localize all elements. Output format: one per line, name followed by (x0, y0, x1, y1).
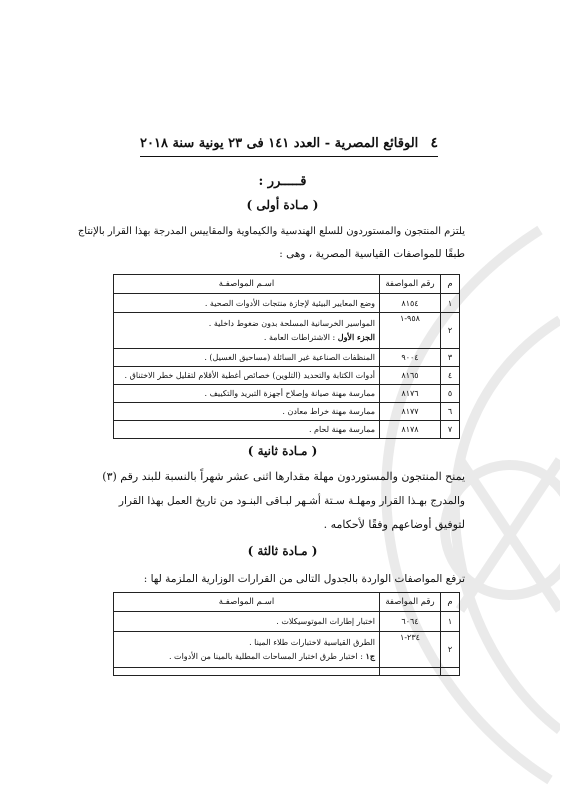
article-1-text (77, 224, 465, 262)
row-part (118, 332, 375, 342)
table-header-row (114, 275, 460, 294)
row-spec-name: ممارسة مهنة لحام . (114, 421, 380, 439)
row-spec-number: ٨١٧٦ (380, 385, 441, 403)
header-serial: م (441, 593, 460, 612)
row-spec-name: وضع المعايير البيئية لإجازة منتجات الأدوات الصحية . (114, 294, 380, 313)
article-1-line-2: طبقًا للمواصفات القياسية المصرية ، وهى : (279, 248, 465, 260)
row-serial: ٣ (441, 349, 460, 367)
header-spec-name: اسـم المواصفـة (114, 275, 380, 294)
table-row (114, 403, 460, 421)
row-part (118, 651, 375, 661)
row-serial (441, 668, 460, 676)
table-header-row (114, 593, 460, 612)
row-serial: ٢ (441, 313, 460, 349)
row-spec-number: ٨١٥٤ (380, 294, 441, 313)
article-1-line-1: يلتزم المنتجون والمستوردون للسلع الهندسية والكيماوية والمقاييس المدرجة بهذا القرار بالإنتاج (77, 226, 465, 237)
header-spec-number: رقم المواصفة (380, 593, 441, 612)
article-3-title: ( مـادة ثالثة ) (247, 544, 318, 558)
row-spec-number: ٦٠٦٤ (380, 612, 441, 632)
row-spec-number: ٨١٧٧ (380, 403, 441, 421)
row-serial: ١ (441, 294, 460, 313)
running-title: الوقائع المصرية - العدد ١٤١ فى ٢٣ يونية سنة ٢٠١٨ (140, 135, 419, 151)
table-row (114, 313, 460, 349)
table-row (114, 612, 460, 632)
header-rule (140, 156, 438, 157)
article-2-title: ( مـادة ثانية ) (247, 444, 318, 458)
running-header (140, 132, 438, 154)
article-2-text (100, 465, 465, 537)
row-serial: ٧ (441, 421, 460, 439)
standards-table-1 (113, 274, 460, 439)
standards-table-2 (113, 592, 460, 676)
row-part-text: : الاشتراطات العامة . (263, 333, 336, 342)
table-row (114, 632, 460, 668)
row-spec-name: ممارسة مهنة صيانة وإصلاح أجهزة التبريد والتكييف . (114, 385, 380, 403)
header-spec-number: رقم المواصفة (380, 275, 441, 294)
article-3-text (100, 571, 465, 587)
row-spec-name (114, 668, 380, 676)
row-spec-number: ٩٠٠٤ (380, 349, 441, 367)
row-spec-number: ٢٣٤-١ (380, 632, 441, 668)
row-spec-name: أدوات الكتابة والتحديد (التلوين) خصائص أغطية الأقلام لتقليل خطر الاختناق . (114, 367, 380, 385)
row-spec-name-cell (114, 313, 380, 349)
page-number: ٤ (430, 135, 438, 151)
header-serial: م (441, 275, 460, 294)
row-serial: ١ (441, 612, 460, 632)
row-serial: ٢ (441, 632, 460, 668)
table-row (114, 367, 460, 385)
row-spec-number: ٨١٧٨ (380, 421, 441, 439)
row-spec-number (380, 668, 441, 676)
table-row (114, 349, 460, 367)
row-serial: ٥ (441, 385, 460, 403)
article-2-line-1: يمنح المنتجون والمستوردون مهلة مقدارها اثنى عشر شهراً بالنسبة للبند رقم (٣) (102, 470, 465, 483)
table-row (114, 385, 460, 403)
decision-heading: قـــــرر : (258, 174, 307, 189)
table-row (114, 294, 460, 313)
table-row (114, 421, 460, 439)
article-2-line-2: والمدرج بهـذا القرار ومهلـة سـتة أشـهر لبـاقى البنـود من تاريخ العمل بهذا القرار (118, 495, 465, 507)
article-3-line-1: ترفع المواصفات الواردة بالجدول التالى من القرارات الوزارية الملزمة لها : (143, 573, 465, 585)
row-spec-number: ٩٥٨-١ (380, 313, 441, 349)
row-spec-name-cell (114, 632, 380, 668)
row-spec-name: الطرق القياسية لاختبارات طلاء المينا . (249, 638, 375, 647)
row-part-text: : اختبار طرق اختبار المساحات المطلية بالمينا من الأدوات . (168, 652, 363, 661)
row-part-label: الجزء الأول (337, 332, 375, 342)
row-serial: ٦ (441, 403, 460, 421)
header-spec-name: اسـم المواصفـة (114, 593, 380, 612)
row-spec-name: اختبار إطارات الموتوسيكلات . (114, 612, 380, 632)
row-spec-name: المنظفات الصناعية غير السائلة (مساحيق الغسيل) . (114, 349, 380, 367)
row-spec-number: ٨١٦٥ (380, 367, 441, 385)
article-1-title: ( مـادة أولى ) (246, 198, 319, 212)
row-spec-name: ممارسة مهنة خراط معادن . (114, 403, 380, 421)
row-serial: ٤ (441, 367, 460, 385)
row-part-label: ج١ (365, 651, 375, 661)
row-spec-name: المواسير الخرسانية المسلحة بدون ضغوط داخلية . (208, 319, 375, 328)
article-2-line-3: لتوفيق أوضاعهم وفقًا لأحكامه . (323, 518, 465, 531)
table-row-continuation (114, 668, 460, 676)
